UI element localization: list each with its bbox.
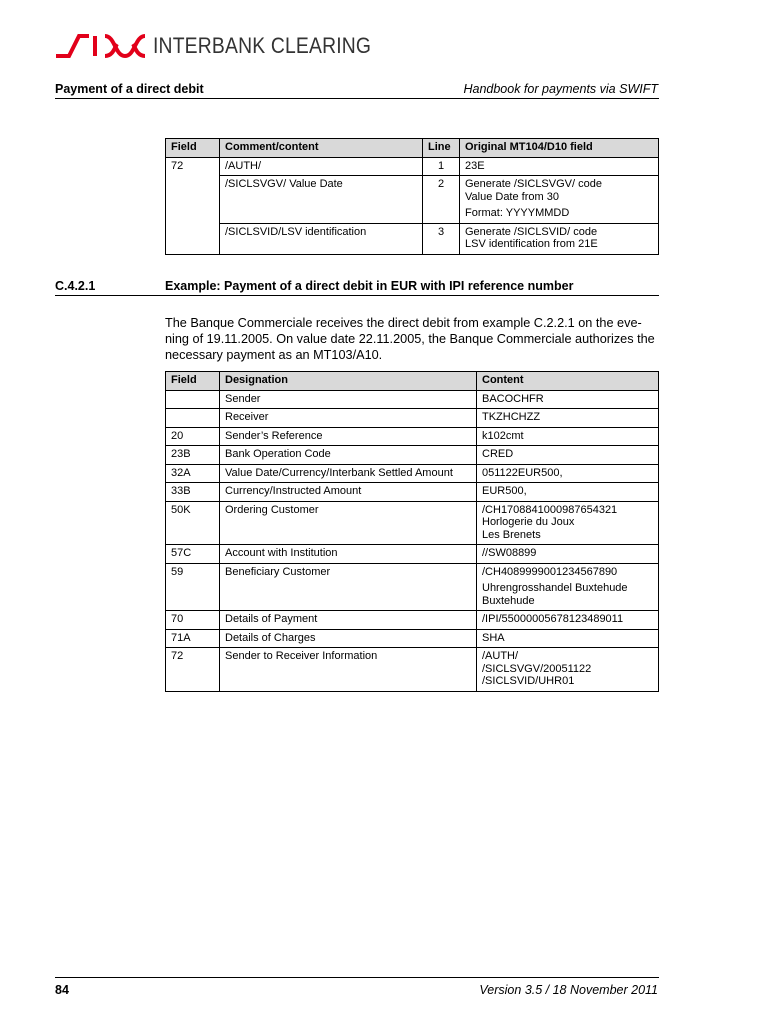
content-cell	[477, 545, 659, 564]
field-cell: 32A	[166, 464, 220, 483]
column-header: Field	[166, 372, 220, 391]
original-field-cell	[460, 176, 659, 224]
table-row	[166, 390, 659, 409]
comment-cell: /AUTH/	[220, 157, 423, 176]
section-rule	[55, 295, 659, 296]
field-cell: 20	[166, 427, 220, 446]
table-header-row	[166, 139, 659, 158]
content-line: /IPI/55000005678123489011	[482, 613, 624, 625]
comment-cell: /SICLSVGV/ Value Date	[220, 176, 423, 224]
footer-rule	[55, 977, 659, 978]
original-field-cell	[460, 157, 659, 176]
designation-cell: Details of Payment	[220, 611, 477, 630]
six-logo-mark	[55, 33, 147, 59]
original-field-line: LSV identification from 21E	[465, 238, 598, 250]
field-cell: 59	[166, 563, 220, 611]
column-header: Content	[477, 372, 659, 391]
content-line: /AUTH/	[482, 650, 519, 662]
table-row	[166, 223, 659, 254]
content-cell	[477, 390, 659, 409]
content-line: Buxtehude	[482, 594, 535, 607]
header-chapter: Payment of a direct debit	[55, 82, 204, 96]
version-info: Version 3.5 / 18 November 2011	[479, 983, 658, 997]
field-cell: 33B	[166, 483, 220, 502]
table-row	[166, 446, 659, 465]
table-header-row	[166, 372, 659, 391]
table-row	[166, 157, 659, 176]
content-cell	[477, 446, 659, 465]
table-row	[166, 483, 659, 502]
table-row	[166, 427, 659, 446]
original-field-line: Generate /SICLSVID/ code	[465, 225, 598, 238]
content-cell	[477, 464, 659, 483]
content-line: /CH4089999001234567890	[482, 565, 618, 578]
field-cell	[166, 390, 220, 409]
original-field-line: Format: YYYYMMDD	[465, 207, 570, 219]
table-row	[166, 563, 659, 611]
content-cell	[477, 427, 659, 446]
column-header: Field	[166, 139, 220, 158]
content-line: /CH1708841000987654321	[482, 503, 618, 516]
table-row	[166, 176, 659, 224]
designation-cell: Beneficiary Customer	[220, 563, 477, 611]
section-paragraph: The Banque Commerciale receives the direct debit from example C.2.2.1 on the eve-ning of 19.11.2005. On value date 22.11.2005, the Banque Commerciale authorizes the necessary payment as an MT103/A10.	[165, 316, 655, 362]
field-cell: 70	[166, 611, 220, 630]
content-line: BACOCHFR	[482, 392, 544, 405]
designation-cell: Currency/Instructed Amount	[220, 483, 477, 502]
content-line: /SICLSVGV/20051122	[482, 662, 592, 675]
content-cell	[477, 611, 659, 630]
field-cell: 50K	[166, 501, 220, 545]
table-row	[166, 611, 659, 630]
content-line: /SICLSVID/UHR01	[482, 675, 575, 687]
original-field-line: Generate /SICLSVGV/ code	[465, 178, 602, 190]
column-header: Original MT104/D10 field	[460, 139, 659, 158]
section-title: Example: Payment of a direct debit in EUR with IPI reference number	[165, 279, 574, 293]
field-cell: 23B	[166, 446, 220, 465]
designation-cell: Sender	[220, 390, 477, 409]
designation-cell: Sender’s Reference	[220, 427, 477, 446]
content-line: SHA	[482, 631, 505, 644]
content-line: Les Brenets	[482, 528, 541, 541]
content-line: k102cmt	[482, 429, 524, 442]
designation-cell: Account with Institution	[220, 545, 477, 564]
designation-cell: Value Date/Currency/Interbank Settled Amount	[220, 464, 477, 483]
page-number: 84	[55, 983, 69, 997]
content-cell	[477, 483, 659, 502]
content-line: TKZHCHZZ	[482, 411, 541, 423]
header-book-title: Handbook for payments via SWIFT	[463, 82, 658, 96]
table-row	[166, 545, 659, 564]
content-cell	[477, 409, 659, 428]
mt103-example-table	[165, 371, 659, 692]
field-cell: 72	[166, 157, 220, 254]
content-line: Uhrengrosshandel Buxtehude	[482, 582, 628, 594]
brand-name: INTERBANK CLEARING	[153, 33, 372, 58]
designation-cell: Receiver	[220, 409, 477, 428]
column-header: Designation	[220, 372, 477, 391]
original-field-cell	[460, 223, 659, 254]
table-row	[166, 629, 659, 648]
content-line: 051122EUR500,	[482, 466, 563, 479]
column-header: Line	[423, 139, 460, 158]
designation-cell: Sender to Receiver Information	[220, 648, 477, 692]
content-cell	[477, 563, 659, 611]
comment-cell: /SICLSVID/LSV identification	[220, 223, 423, 254]
designation-cell: Details of Charges	[220, 629, 477, 648]
table-row	[166, 648, 659, 692]
field-cell: 57C	[166, 545, 220, 564]
original-field-line: Value Date from 30	[465, 190, 559, 203]
table-row	[166, 464, 659, 483]
six-logo	[55, 31, 407, 61]
line-cell: 3	[423, 223, 460, 254]
section-number: C.4.2.1	[55, 279, 96, 293]
column-header: Comment/content	[220, 139, 423, 158]
content-line: //SW08899	[482, 547, 537, 559]
field-cell	[166, 409, 220, 428]
content-line: CRED	[482, 448, 514, 460]
content-cell	[477, 648, 659, 692]
content-line: Horlogerie du Joux	[482, 516, 575, 528]
designation-cell: Bank Operation Code	[220, 446, 477, 465]
field72-table	[165, 138, 659, 255]
line-cell: 2	[423, 176, 460, 224]
designation-cell: Ordering Customer	[220, 501, 477, 545]
original-field-line: 23E	[465, 159, 485, 172]
table-row	[166, 501, 659, 545]
content-cell	[477, 629, 659, 648]
content-line: EUR500,	[482, 485, 527, 497]
header-rule	[55, 98, 659, 99]
table-row	[166, 409, 659, 428]
content-cell	[477, 501, 659, 545]
line-cell: 1	[423, 157, 460, 176]
field-cell: 71A	[166, 629, 220, 648]
field-cell: 72	[166, 648, 220, 692]
